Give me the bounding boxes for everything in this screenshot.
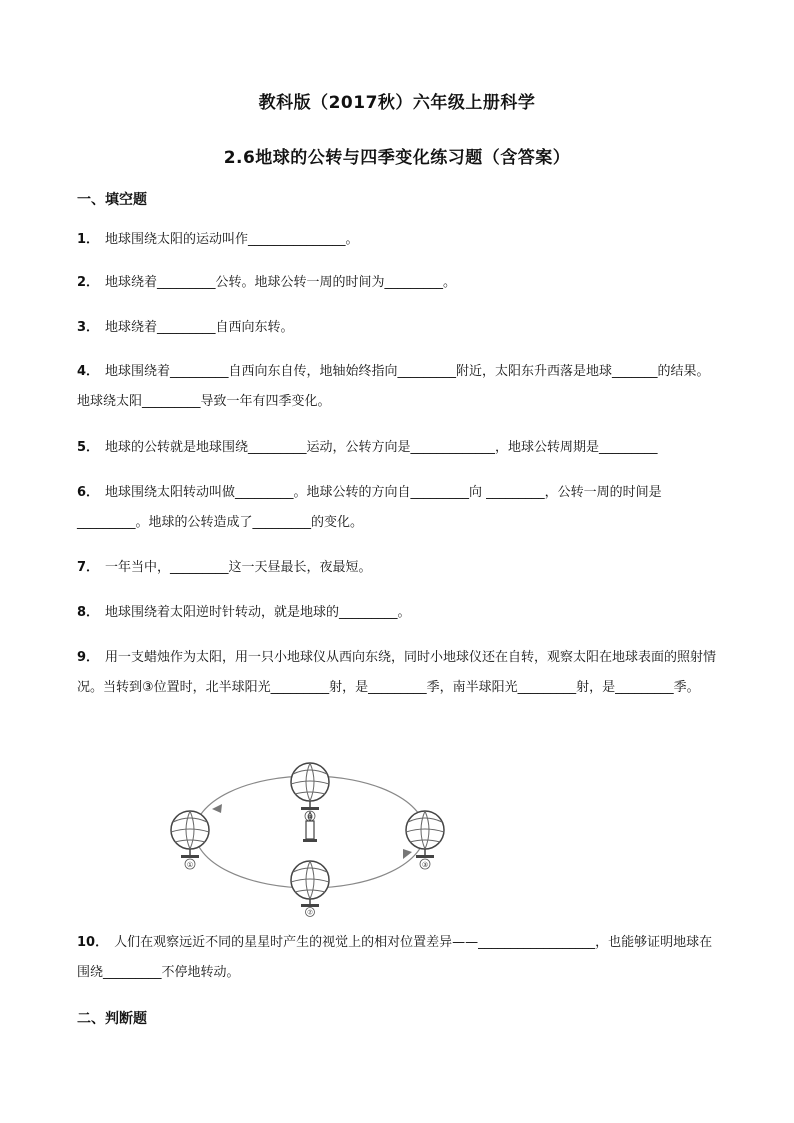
question-3 [77, 313, 717, 343]
question-text: 地球围绕太阳的运动叫作_______________。 [105, 232, 359, 247]
question-number: 5． [77, 440, 100, 455]
earth-orbit-diagram [160, 752, 460, 917]
position-label: ④ [306, 813, 314, 821]
question-number: 9． [77, 650, 100, 665]
question-9 [77, 643, 717, 703]
question-number: 2． [77, 275, 100, 290]
question-text: 地球绕着_________公转。地球公转一周的时间为_________。 [105, 275, 457, 290]
question-8 [77, 598, 717, 628]
globe-icon [291, 861, 329, 907]
question-number: 4． [77, 364, 100, 379]
question-text: 地球围绕太阳转动叫做_________。地球公转的方向自_________向 _________，公转一周的时间是_________。地球的公转造成了_________的变化。 [77, 485, 662, 530]
question-5 [77, 433, 717, 463]
question-text: 地球围绕着太阳逆时针转动，就是地球的_________。 [105, 605, 411, 620]
orbit-arrow [212, 804, 222, 813]
question-number: 3． [77, 320, 100, 335]
globe-icon [406, 811, 444, 858]
question-number: 6． [77, 485, 100, 500]
orbit-arrow [403, 849, 412, 859]
question-10 [77, 928, 717, 988]
question-number: 10． [77, 935, 109, 950]
page-subtitle: 2.6地球的公转与四季变化练习题（含答案） [223, 148, 571, 168]
position-label: ③ [421, 861, 429, 869]
globe-icon [291, 763, 329, 810]
question-1 [77, 225, 717, 255]
page-title: 教科版（2017秋）六年级上册科学 [258, 93, 536, 113]
section-heading-fill-blank: 一、填空题 [77, 192, 147, 208]
question-text: 用一支蜡烛作为太阳，用一只小地球仪从西向东绕，同时小地球仪还在自转，观察太阳在地球表面的照射情况。当转到③位置时，北半球阳光_________射，是_________季，南半球阳光_________射，是_________季。 [77, 650, 717, 695]
question-text: 人们在观察远近不同的星星时产生的视觉上的相对位置差异——__________________，也能够证明地球在围绕_________不停地转动。 [77, 935, 713, 980]
question-6 [77, 478, 717, 538]
section-heading-true-false: 二、判断题 [77, 1011, 147, 1027]
question-text: 一年当中，_________这一天昼最长，夜最短。 [105, 560, 372, 575]
question-text: 地球的公转就是地球围绕_________运动，公转方向是_____________，地球公转周期是_________ [105, 440, 658, 455]
position-label: ② [307, 908, 313, 917]
position-label: ① [186, 861, 194, 869]
question-7 [77, 553, 717, 583]
globe-icon [171, 811, 209, 858]
question-2 [77, 268, 717, 298]
question-number: 1． [77, 232, 100, 247]
question-text: 地球围绕着_________自西向东自传，地轴始终指向_________附近，太阳东升西落是地球_______的结果。地球绕太阳_________导致一年有四季变化。 [77, 364, 710, 409]
question-text: 地球绕着_________自西向东转。 [105, 320, 294, 335]
question-number: 7． [77, 560, 100, 575]
question-4 [77, 357, 717, 417]
question-number: 8． [77, 605, 100, 620]
